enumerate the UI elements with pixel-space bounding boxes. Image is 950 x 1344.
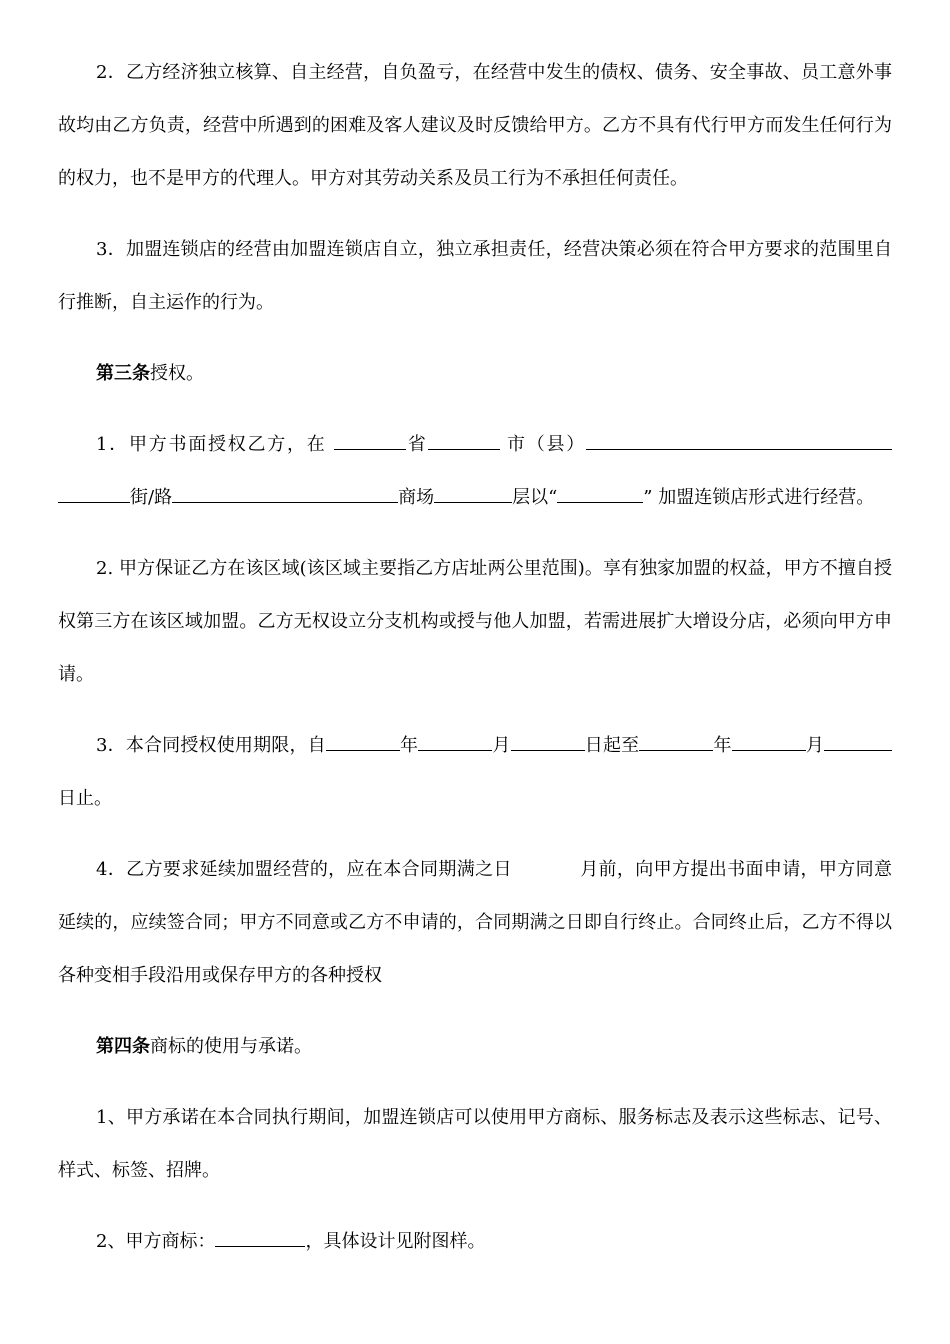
text-segment: 月	[805, 735, 825, 756]
district-blank	[586, 431, 892, 450]
start-month-blank	[418, 732, 492, 751]
text-segment: ” 加盟连锁店形式进行经营。	[643, 487, 875, 508]
road-blank	[172, 484, 398, 503]
clause-3-paragraph-1	[58, 418, 892, 524]
text-segment: 层以“	[512, 487, 558, 508]
province-blank	[334, 431, 406, 450]
text-segment: ，具体设计见附图样。	[305, 1231, 486, 1252]
street-blank	[58, 484, 130, 503]
clause-2-paragraph-3: 3．加盟连锁店的经营由加盟连锁店自立，独立承担责任，经营决策必须在符合甲方要求的范围里自行推断，自主运作的行为。	[58, 239, 892, 313]
clause-3-paragraph-4	[58, 843, 892, 1002]
text-segment: 年	[713, 735, 732, 756]
text-segment: 街/路	[130, 487, 173, 508]
city-blank	[428, 431, 500, 450]
clause-3-number: 第三条	[96, 363, 150, 384]
brand-name-blank	[557, 484, 643, 503]
text-segment: 3．本合同授权使用期限，自	[96, 735, 326, 756]
clause-3-title: 授权。	[150, 363, 204, 384]
clause-2-paragraph-2: 2．乙方经济独立核算、自主经营，自负盈亏，在经营中发生的债权、债务、安全事故、员工意外事故均由乙方负责，经营中所遇到的困难及客人建议及时反馈给甲方。乙方不具有代行甲方而发生任何行为的权力，也不是甲方的代理人。甲方对其劳动关系及员工行为不承担任何责任。	[58, 62, 892, 189]
mall-blank	[434, 484, 512, 503]
text-segment: 1．甲方书面授权乙方，在	[96, 434, 334, 455]
clause-4-heading	[58, 1020, 892, 1073]
text-segment: 日起至	[584, 735, 640, 756]
end-month-blank	[732, 732, 806, 751]
clause-4-title: 商标的使用与承诺。	[150, 1036, 312, 1057]
contract-page	[58, 46, 892, 1268]
clause-3-heading	[58, 347, 892, 400]
clause-4-paragraph-1: 1、甲方承诺在本合同执行期间，加盟连锁店可以使用甲方商标、服务标志及表示这些标志、记号、样式、标签、招牌。	[58, 1107, 892, 1181]
clause-4-paragraph-2	[58, 1215, 892, 1268]
text-segment: 年	[399, 735, 419, 756]
clause-3-paragraph-3	[58, 719, 892, 825]
text-segment: 月前，向甲方提出书面申请，甲方同意延续的，应续签合同；甲方不同意或乙方不申请的，合同期满之日即自行终止。合同终止后，乙方不得以各种变相手段沿用或保存甲方的各种授权	[58, 859, 893, 986]
text-segment: 4．乙方要求延续加盟经营的，应在本合同期满之日	[96, 859, 512, 880]
text-segment: 省	[405, 434, 428, 455]
text-segment: 月	[492, 735, 511, 756]
trademark-blank	[215, 1228, 305, 1247]
text-segment: 2、甲方商标：	[96, 1231, 216, 1252]
text-segment: 市（县）	[499, 434, 586, 455]
text-segment: 商场	[398, 487, 435, 508]
end-day-blank	[824, 732, 892, 751]
start-year-blank	[326, 732, 400, 751]
text-segment: 日止。	[58, 788, 112, 809]
clause-4-number: 第四条	[96, 1036, 150, 1057]
start-day-blank	[511, 732, 585, 751]
clause-3-paragraph-2: 2. 甲方保证乙方在该区域(该区域主要指乙方店址两公里范围)。享有独家加盟的权益，甲方不擅自授权第三方在该区域加盟。乙方无权设立分支机构或授与他人加盟，若需进展扩大增设分店，必须向甲方申请。	[58, 558, 892, 685]
end-year-blank	[639, 732, 713, 751]
